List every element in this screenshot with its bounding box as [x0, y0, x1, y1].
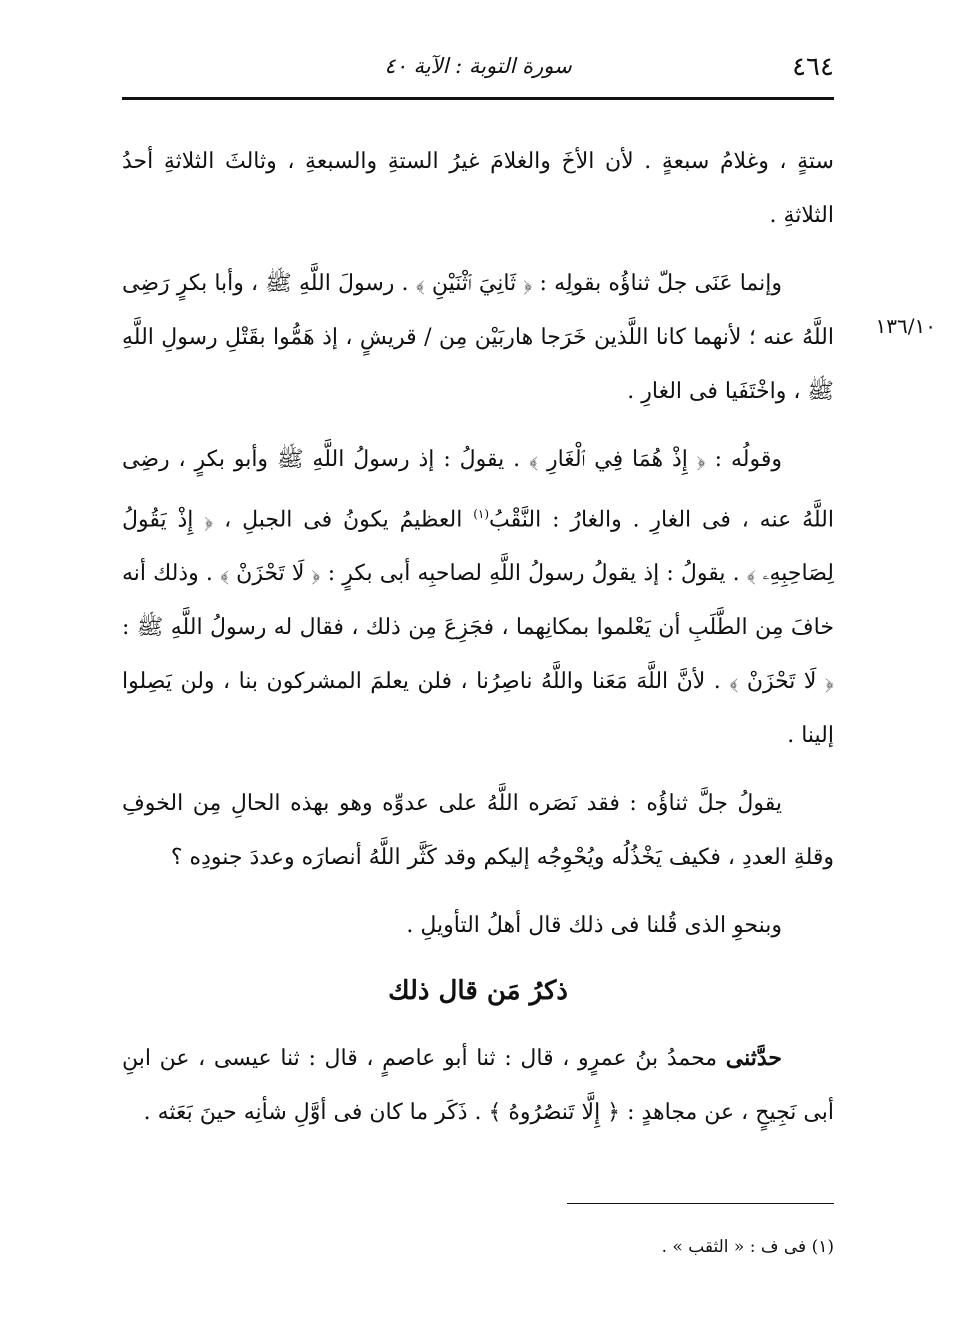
paragraph-part: وقولُه : ﴿ إِذْ هُمَا فِي ٱلْغَارِ ﴾ . يقولُ : إذ رسولُ اللَّهِ ﷺ وأبو بكرٍ ، رضِى اللَّهُ عنه ، فى الغارِ . والغارُ : النَّقْبُ	[122, 447, 834, 533]
hadith-text: محمدُ بنُ عمرٍو ، قال : ثنا أبو عاصمٍ ، قال : ثنا عيسى ، عن ابنِ أبى نَجِيحٍ ، عن مجاهدٍ : ﴿ إِلَّا تَنصُرُوهُ ﴾ . ذَكَر ما كان فى أوَّلِ شأنِه حينَ بَعَثه .	[122, 1046, 834, 1126]
footnote-rule	[567, 1203, 834, 1204]
paragraph: يقولُ جلَّ ثناؤُه : فقد نَصَره اللَّهُ على عدوِّه وهو بهذه الحالِ مِن الخوفِ وقلةِ العددِ ، فكيف يَخْذُلُه ويُحْوِجُه إليكم وقد كَثَّر اللَّهُ أنصارَه وعددَ جنودِه ؟	[122, 791, 834, 871]
running-title: سورة التوبة : الآية ٤٠	[384, 54, 572, 78]
hadith-paragraph	[122, 1031, 834, 1140]
header-rule	[122, 97, 834, 100]
hadith-lead: حدَّثنى	[725, 1045, 782, 1072]
footnote: (١) فى ف : « الثقب » .	[661, 1237, 834, 1257]
page-header	[122, 52, 834, 92]
margin-reference: ١٣٦/١٠	[875, 314, 936, 338]
page-number: ٤٦٤	[792, 52, 834, 82]
section-heading: ذكرُ مَن قال ذلك	[388, 976, 568, 1007]
paragraph-part: العظيمُ يكونُ فى الجبلِ ، ﴿ إِذْ يَقُولُ لِصَاحِبِهِۦ ﴾ . يقولُ : إذ يقولُ رسولُ اللَّهِ لصاحبِه أبى بكرٍ : ﴿ لَا تَحْزَنْ ﴾ . وذلك أنه خافَ مِن الطَّلَبِ أن يَعْلموا بمكانِهما ، فجَزِعَ مِن ذلك ، فقال له رسولُ اللَّهِ ﷺ : ﴿ لَا تَحْزَنْ ﴾ . لأنَّ اللَّهَ مَعَنا واللَّهُ ناصِرُنا ، فلن يعلمَ المشركون بنا ، ولن يَصِلوا إلينا .	[122, 507, 834, 749]
paragraph: وبنحوِ الذى قُلنا فى ذلك قال أهلُ التأويلِ .	[406, 913, 782, 939]
paragraph: ستةٍ ، وغلامُ سبعةٍ . لأن الأخَ والغلامَ غيرُ الستةِ والسبعةِ ، وثالثَ الثلاثةِ أحدُ الثلاثةِ .	[122, 149, 834, 228]
paragraph	[122, 433, 834, 763]
paragraph: وإنما عَنَى جلّ ثناؤُه بقولِه : ﴿ ثَانِيَ ٱثْنَيْنِ ﴾ . رسولَ اللَّهِ ﷺ ، وأبا بكرٍ رَضِى اللَّهُ عنه ؛ لأنهما كانا اللَّذين خَرَجا هاربَيْن مِن / قريشٍ ، إذ هَمُّوا بقَتْلِ رسولِ اللَّهِ ﷺ ، واخْتَفَيا فى الغارِ .	[122, 271, 834, 404]
body-text	[122, 135, 834, 1154]
footnote-marker: (١)	[473, 507, 490, 521]
